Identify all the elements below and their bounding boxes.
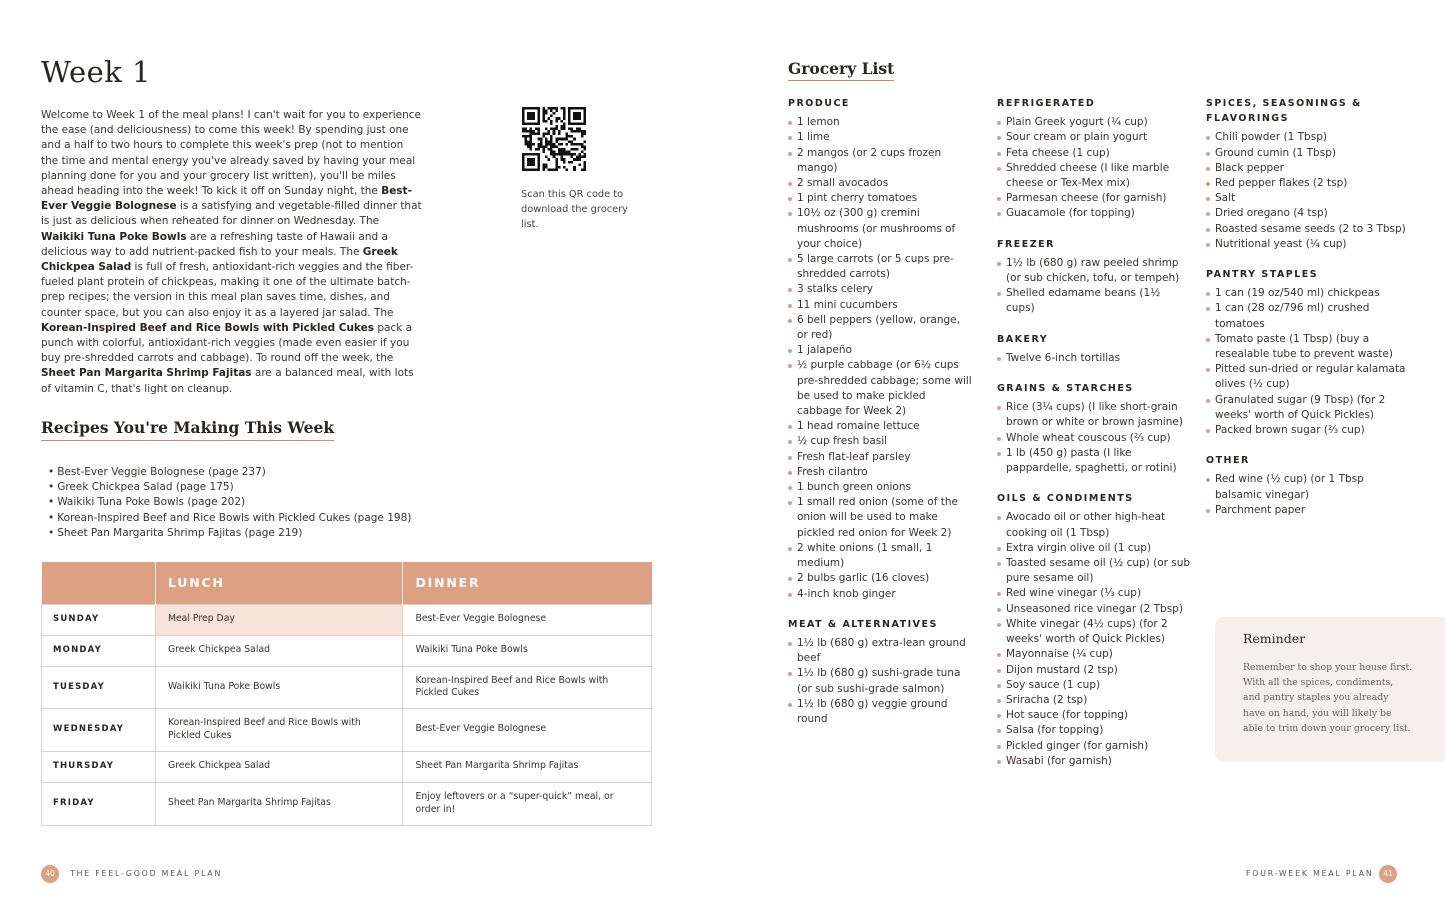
qr-code[interactable] xyxy=(522,107,586,171)
grocery-item: 2 small avocados xyxy=(788,176,973,191)
intro-text: are a balanced meal, with lots of vitamin C, that's light on cleanup. xyxy=(41,367,414,395)
grocery-item: Granulated sugar (9 Tbsp) (for 2 weeks' worth of Quick Pickles) xyxy=(1206,393,1406,423)
grocery-item: 2 mangos (or 2 cups frozen mango) xyxy=(788,146,973,176)
page-number-badge: 41 xyxy=(1379,865,1397,883)
grocery-item: 4-inch knob ginger xyxy=(788,587,973,602)
list-item: • Sheet Pan Margarita Shrimp Fajitas (page 219) xyxy=(56,526,411,541)
meal-plan-table xyxy=(41,562,652,826)
grocery-section-title: OTHER xyxy=(1206,455,1250,467)
table-row xyxy=(42,782,652,825)
grocery-item: Ground cumin (1 Tbsp) xyxy=(1206,146,1406,161)
grocery-section-title: OILS & CONDIMENTS xyxy=(997,493,1134,505)
lunch-cell: Sheet Pan Margarita Shrimp Fajitas xyxy=(155,782,403,825)
dinner-cell: Sheet Pan Margarita Shrimp Fajitas xyxy=(403,751,652,782)
grocery-item: Sriracha (2 tsp) xyxy=(997,693,1192,708)
grocery-item: Wasabi (for garnish) xyxy=(997,754,1192,769)
grocery-section-title: MEAT & ALTERNATIVES xyxy=(788,618,938,630)
grocery-section-list xyxy=(997,510,1192,768)
grocery-section-title: PRODUCE xyxy=(788,98,850,109)
grocery-column xyxy=(788,96,973,742)
grocery-item: Red wine vinegar (⅓ cup) xyxy=(997,586,1192,601)
grocery-item: Parchment paper xyxy=(1206,503,1406,518)
table-header-row xyxy=(42,562,652,604)
grocery-item: Salsa (for topping) xyxy=(997,723,1192,738)
day-cell: WEDNESDAY xyxy=(42,708,156,751)
grocery-item: Fresh cilantro xyxy=(788,465,973,480)
qr-caption: Scan this QR code to download the grocery list. xyxy=(521,189,628,231)
intro-paragraph xyxy=(41,108,423,397)
grocery-item: Pickled ginger (for garnish) xyxy=(997,739,1192,754)
grocery-item: 2 white onions (1 small, 1 medium) xyxy=(788,541,973,571)
intro-text: Welcome to Week 1 of the meal plans! I can't wait for you to experience the ease (and deliciousness) to come this week! By spending just one and a half to two hours to complete this week's prep (not to mention the time and mental energy you've already saved by having your meal planning done for you and your grocery list written), you'll be miles ahead heading into the week! To kick it off on Sunday night, the xyxy=(41,109,421,198)
lunch-cell: Korean-Inspired Beef and Rice Bowls with Pickled Cukes xyxy=(155,708,403,751)
grocery-item: 1½ lb (680 g) extra-lean ground beef xyxy=(788,636,973,666)
running-head: FOUR-WEEK MEAL PLAN xyxy=(1246,869,1374,878)
recipe-name: Waikiki Tuna Poke Bowls xyxy=(41,230,187,243)
grocery-item: 1 can (19 oz/540 ml) chickpeas xyxy=(1206,286,1406,301)
grocery-item: Chili powder (1 Tbsp) xyxy=(1206,130,1406,145)
grocery-item: Soy sauce (1 cup) xyxy=(997,678,1192,693)
grocery-section-list xyxy=(1206,130,1406,252)
intro-text: is full of fresh, antioxidant-rich veggies and the fiber-fueled plant protein of chickpeas, making it one of the ultimate batch-prep recipes; the version in this meal plan saves time, dishes, and counter space, but you can also enjoy it as a layered jar salad. The xyxy=(41,261,414,319)
grocery-section-list xyxy=(997,256,1192,317)
reminder-title: Reminder xyxy=(1243,631,1306,646)
grocery-section-list xyxy=(997,351,1192,366)
grocery-item: Rice (3¼ cups) (I like short-grain brown or white or brown jasmine) xyxy=(997,400,1192,430)
recipes-heading: Recipes You're Making This Week xyxy=(41,418,334,441)
dinner-cell: Best-Ever Veggie Bolognese xyxy=(403,604,652,635)
grocery-section-list xyxy=(997,115,1192,221)
grocery-item: Guacamole (for topping) xyxy=(997,206,1192,221)
grocery-section-title: FREEZER xyxy=(997,238,1055,250)
day-cell: FRIDAY xyxy=(42,782,156,825)
grocery-item: 1 jalapeño xyxy=(788,343,973,358)
grocery-section-title: SPICES, SEASONINGS & FLAVORINGS xyxy=(1206,98,1362,125)
header-dinner: DINNER xyxy=(403,562,652,604)
grocery-item: 3 stalks celery xyxy=(788,282,973,297)
intro-text: are a refreshing taste of Hawaii and a delicious way to add nutrient-packed fish to your meals. The xyxy=(41,230,388,258)
grocery-item: 5 large carrots (or 5 cups pre-shredded carrots) xyxy=(788,252,973,282)
grocery-item: Red wine (½ cup) (or 1 Tbsp balsamic vinegar) xyxy=(1206,472,1406,502)
grocery-item: 1 pint cherry tomatoes xyxy=(788,191,973,206)
grocery-column xyxy=(1206,96,1406,533)
grocery-section-list xyxy=(788,115,973,602)
reminder-text: Remember to shop your house first. With all the spices, condiments, and pantry staples you already have on hand, you will likely be able to trim down your grocery list. xyxy=(1243,662,1413,734)
grocery-section-list xyxy=(1206,472,1406,518)
lunch-cell: Waikiki Tuna Poke Bowls xyxy=(155,666,403,708)
grocery-item: Red pepper flakes (2 tsp) xyxy=(1206,176,1406,191)
dinner-cell: Enjoy leftovers or a “super-quick” meal, or order in! xyxy=(403,782,652,825)
recipe-name: Best-Ever Veggie Bolognese xyxy=(41,185,412,213)
grocery-item: Mayonnaise (¼ cup) xyxy=(997,647,1192,662)
grocery-item: 11 mini cucumbers xyxy=(788,298,973,313)
grocery-section-title: PANTRY STAPLES xyxy=(1206,269,1319,281)
grocery-item: ½ purple cabbage (or 6½ cups pre-shredded cabbage; some will be used to make pickled cabbage for Week 2) xyxy=(788,358,973,419)
header-day xyxy=(42,562,156,604)
grocery-item: 1 head romaine lettuce xyxy=(788,419,973,434)
grocery-item: 1 small red onion (some of the onion will be used to make pickled red onion for Week 2) xyxy=(788,495,973,541)
grocery-item: 6 bell peppers (yellow, orange, or red) xyxy=(788,313,973,343)
day-cell: SUNDAY xyxy=(42,604,156,635)
grocery-item: ½ cup fresh basil xyxy=(788,434,973,449)
grocery-item: Black pepper xyxy=(1206,161,1406,176)
grocery-item: Packed brown sugar (⅔ cup) xyxy=(1206,423,1406,438)
table-row xyxy=(42,751,652,782)
lunch-cell: Greek Chickpea Salad xyxy=(155,635,403,666)
intro-text: is a satisfying and vegetable-filled dinner that is just as delicious when reheated for dinner on Wednesday. The xyxy=(41,200,422,228)
grocery-item: Tomato paste (1 Tbsp) (buy a resealable tube to prevent waste) xyxy=(1206,332,1406,362)
day-cell: MONDAY xyxy=(42,635,156,666)
grocery-item: Salt xyxy=(1206,191,1406,206)
grocery-item: 1½ lb (680 g) raw peeled shrimp (or sub chicken, tofu, or tempeh) xyxy=(997,256,1192,286)
grocery-item: 1½ lb (680 g) sushi-grade tuna (or sub sushi-grade salmon) xyxy=(788,666,973,696)
grocery-item: Toasted sesame oil (½ cup) (or sub pure sesame oil) xyxy=(997,556,1192,586)
grocery-item: 1 can (28 oz/796 ml) crushed tomatoes xyxy=(1206,301,1406,331)
grocery-item: White vinegar (4½ cups) (for 2 weeks' worth of Quick Pickles) xyxy=(997,617,1192,647)
grocery-item: Hot sauce (for topping) xyxy=(997,708,1192,723)
grocery-item: Parmesan cheese (for garnish) xyxy=(997,191,1192,206)
grocery-item: Unseasoned rice vinegar (2 Tbsp) xyxy=(997,602,1192,617)
grocery-section-title: BAKERY xyxy=(997,333,1049,345)
recipes-list xyxy=(56,465,411,541)
dinner-cell: Korean-Inspired Beef and Rice Bowls with Pickled Cukes xyxy=(403,666,652,708)
recipe-name: Korean-Inspired Beef and Rice Bowls with Pickled Cukes xyxy=(41,321,375,334)
grocery-item: 1 bunch green onions xyxy=(788,480,973,495)
list-item: • Waikiki Tuna Poke Bowls (page 202) xyxy=(56,495,411,510)
grocery-item: 1½ lb (680 g) veggie ground round xyxy=(788,697,973,727)
recipe-name: Greek Chickpea Salad xyxy=(41,245,398,274)
grocery-item: Roasted sesame seeds (2 to 3 Tbsp) xyxy=(1206,222,1406,237)
grocery-section-list xyxy=(1206,286,1406,438)
grocery-section-list xyxy=(788,636,973,727)
dinner-cell: Waikiki Tuna Poke Bowls xyxy=(403,635,652,666)
grocery-item: 10½ oz (300 g) cremini mushrooms (or mushrooms of your choice) xyxy=(788,206,973,252)
page-number-badge: 40 xyxy=(41,865,59,883)
grocery-item: Shelled edamame beans (1½ cups) xyxy=(997,286,1192,316)
day-cell: THURSDAY xyxy=(42,751,156,782)
table-row xyxy=(42,604,652,635)
grocery-item: 2 bulbs garlic (16 cloves) xyxy=(788,571,973,586)
grocery-item: Feta cheese (1 cup) xyxy=(997,146,1192,161)
grocery-item: 1 lime xyxy=(788,130,973,145)
header-lunch: LUNCH xyxy=(155,562,403,604)
grocery-item: 1 lb (450 g) pasta (I like pappardelle, spaghetti, or rotini) xyxy=(997,446,1192,476)
table-row xyxy=(42,708,652,751)
grocery-section-title: GRAINS & STARCHES xyxy=(997,383,1134,395)
page-title: Week 1 xyxy=(41,55,152,89)
grocery-item: Sour cream or plain yogurt xyxy=(997,130,1192,145)
list-item: • Best-Ever Veggie Bolognese (page 237) xyxy=(56,465,411,480)
grocery-item: Dried oregano (4 tsp) xyxy=(1206,206,1406,221)
lunch-cell: Meal Prep Day xyxy=(155,604,403,635)
grocery-section-title: REFRIGERATED xyxy=(997,98,1096,109)
lunch-cell: Greek Chickpea Salad xyxy=(155,751,403,782)
grocery-item: Pitted sun-dried or regular kalamata olives (½ cup) xyxy=(1206,362,1406,392)
intro-text: pack a punch with colorful, antioxidant-rich veggies (made even easier if you buy pre-shredded carrots and cabbage). To round off the week, the xyxy=(41,321,413,365)
grocery-item: 1 lemon xyxy=(788,115,973,130)
day-cell: TUESDAY xyxy=(42,666,156,708)
dinner-cell: Best-Ever Veggie Bolognese xyxy=(403,708,652,751)
table-row xyxy=(42,635,652,666)
grocery-item: Whole wheat couscous (⅔ cup) xyxy=(997,431,1192,446)
recipe-name: Sheet Pan Margarita Shrimp Fajitas xyxy=(41,367,252,380)
reminder-box xyxy=(1215,617,1445,762)
running-head: THE FEEL-GOOD MEAL PLAN xyxy=(70,869,223,878)
list-item: • Greek Chickpea Salad (page 175) xyxy=(56,480,411,495)
grocery-item: Extra virgin olive oil (1 cup) xyxy=(997,541,1192,556)
grocery-item: Shredded cheese (I like marble cheese or Tex-Mex mix) xyxy=(997,161,1192,191)
grocery-section-list xyxy=(997,400,1192,476)
grocery-item: Plain Greek yogurt (¼ cup) xyxy=(997,115,1192,130)
grocery-item: Twelve 6-inch tortillas xyxy=(997,351,1192,366)
list-item: • Korean-Inspired Beef and Rice Bowls with Pickled Cukes (page 198) xyxy=(56,511,411,526)
grocery-item: Avocado oil or other high-heat cooking oil (1 Tbsp) xyxy=(997,510,1192,540)
grocery-column xyxy=(997,96,1192,784)
grocery-item: Dijon mustard (2 tsp) xyxy=(997,663,1192,678)
grocery-item: Nutritional yeast (¼ cup) xyxy=(1206,237,1406,252)
table-row xyxy=(42,666,652,708)
grocery-item: Fresh flat-leaf parsley xyxy=(788,450,973,465)
grocery-list-heading: Grocery List xyxy=(788,59,894,81)
